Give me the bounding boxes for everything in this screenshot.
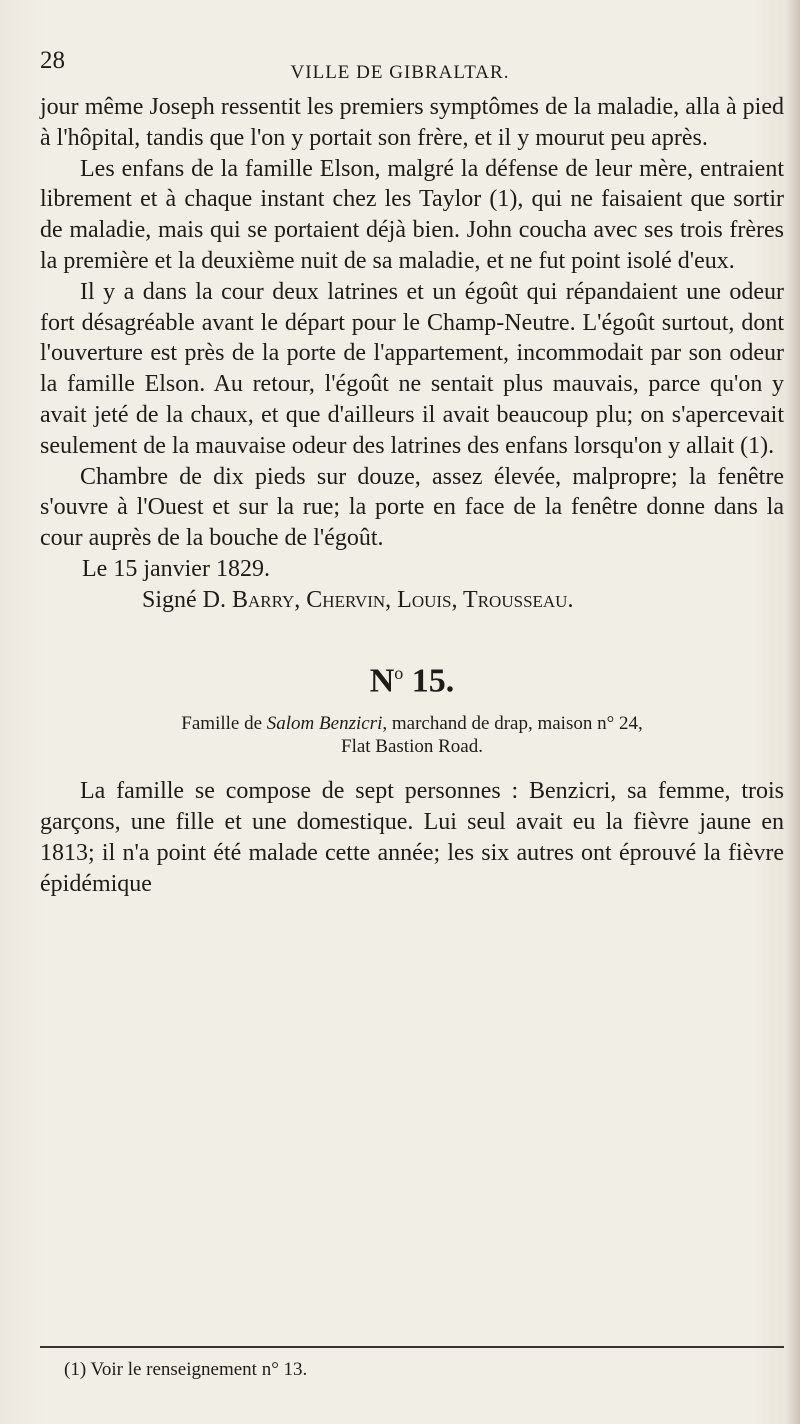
section-number: 15. <box>411 662 455 700</box>
running-head: VILLE DE GIBRALTAR. <box>290 62 510 83</box>
caption-line-2: Flat Bastion Road. <box>341 736 483 758</box>
footnote: (1) Voir le renseignement n° 13. <box>64 1359 308 1380</box>
paragraph-4: Chambre de dix pieds sur douze, assez élevée, malpropre; la fenêtre s'ouvre à l'Ouest et sur la rue; la porte en face de la fenêtre donne dans la cour auprès de la bouche de l'égoût. <box>40 463 784 552</box>
page-edge-shadow <box>786 0 800 1424</box>
signature-line <box>40 585 784 616</box>
signature-prefix: Signé D. <box>142 586 232 613</box>
caption-name: Salom Benzicri <box>266 713 383 735</box>
signature-names: Barry, Chervin, Louis, Trousseau. <box>232 586 574 613</box>
section-number-heading <box>40 652 784 702</box>
paragraph-1: jour même Joseph ressentit les premiers symptômes de la maladie, alla à pied à l'hôpital, tandis que l'on y portait son frère, et il y mourut peu après. <box>40 94 784 151</box>
section-caption <box>40 712 784 758</box>
caption-rest: , marchand de drap, maison n° 24, <box>382 713 643 735</box>
caption-intro: Famille de <box>181 713 267 735</box>
page-body <box>40 92 784 899</box>
page-header <box>40 46 780 86</box>
date-line: Le 15 janvier 1829. <box>82 555 270 582</box>
paragraph-3: Il y a dans la cour deux latrines et un égoût qui répandaient une odeur fort désagréable avant le départ pour le Champ-Neutre. L'égoût surtout, dont l'ouverture est près de la porte de l'appartement, incommodait par son odeur la famille Elson. Au retour, l'égoût ne sentait plus mauvais, parce qu'on y avait jeté de la chaux, et que d'ailleurs il avait beaucoup plu; on s'apercevait seulement de la mauvaise odeur des latrines des enfans lorsqu'on y allait (1). <box>40 278 784 459</box>
footnote-divider <box>40 1346 784 1348</box>
caption-line-1 <box>40 712 784 735</box>
paragraph-5: La famille se compose de sept personnes : Benzicri, sa femme, trois garçons, une fille et une domestique. Lui seul avait eu la fièvre jaune en 1813; il n'a point été malade cette année; les six autres ont éprouvé la fièvre épidémique <box>40 778 784 897</box>
paragraph-2: Les enfans de la famille Elson, malgré la défense de leur mère, entraient librement et à chaque instant chez les Taylor (1), qui ne faisaient que sortir de maladie, mais qui se portaient déjà bien. John coucha avec ses trois frères la première et la deuxième nuit de sa maladie, et ne fut point isolé d'eux. <box>40 155 784 274</box>
page-number: 28 <box>40 47 65 74</box>
section-number-sup: o <box>394 662 404 683</box>
section-number-prefix: N <box>369 662 395 700</box>
